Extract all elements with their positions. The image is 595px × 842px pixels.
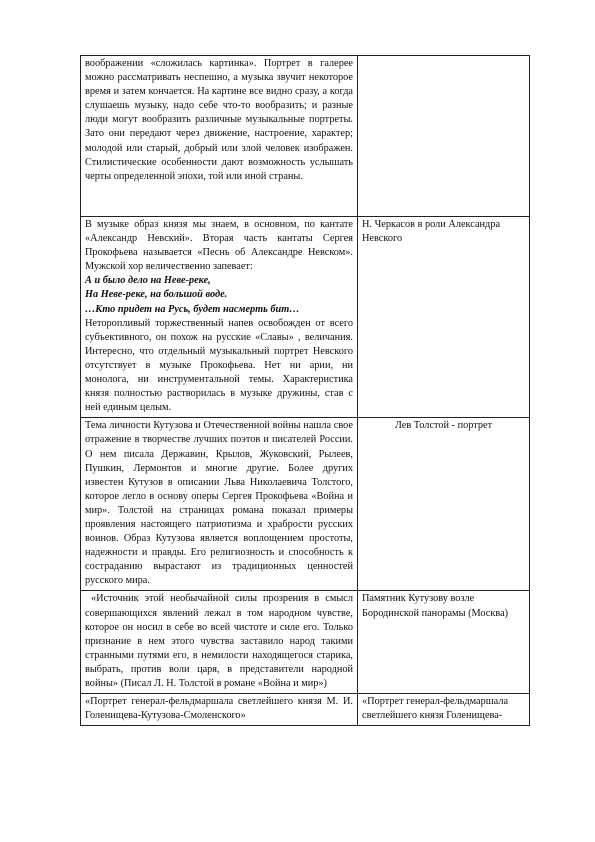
paragraph: Тема личности Кутузова и Отечественной войны нашла свое отражение в творчестве лучших поэтов и писателей России. О нем писала Державин, Крылов, Жуковский, Рылеев, Пушкин, Лермонтов и многие другие. Более других известен Кутузов в описании Льва Николаевича Толстого, которое легло в основу оперы Сергея Прокофьева «Война и мир». Толстой на страницах романа показал примеры проявления настоящего патриотизма и храбрости русских воинов. Образ Кутузова является воплощением простоты, надежности и правды. Его религиозность и способность к состраданию вырастают из традиционных ценностей русского мира. [85, 420, 353, 587]
paragraph: В музыке образ князя мы знаем, в основном, по кантате «Александр Невский». Вторая часть кантаты Сергея Прокофьева называется «Песнь об Александре Невском». Мужской хор величественно запевает: [85, 219, 353, 273]
paragraph: «Портрет генерал-фельдмаршала светлейшего князя М. И. Голенищева-Кутузова-Смоленского» [85, 696, 353, 722]
paragraph: воображении «сложилась картинка». Портрет в галерее можно рассматривать неспешно, а музыка звучит некоторое время и затем кончается. На картине все видно сразу, а когда слушаешь музыку, надо себе что-то вообразить; и разные люди могут вообразить различные музыкальные портреты. Зато они передают через движение, настроение, характер; молодой или старый, добрый или злой человек изображен. Стилистические особенности дают возможность услышать черты определенной эпохи, той или иной страны. [85, 58, 353, 182]
table-cell-text [81, 56, 358, 217]
quote-paragraph: «Источник этой необычайной силы прозрения в смысл совершающихся явлений лежал в том народном чувстве, которое он носил в себе во всей чистоте и силе его. Только признание в нем этого чувства заставило народ такими странными путями его, в немилости находящегося старика, выбрать, против воли царя, в представители народной войны» (Писал Л. Н. Толстой в романе «Война и мир») [85, 593, 353, 689]
table-cell-text [81, 694, 358, 726]
table-cell-caption: Памятник Кутузову возле Бородинской панорамы (Москва) [358, 591, 530, 694]
table-row [81, 56, 530, 217]
table-row [81, 217, 530, 418]
content-table [80, 55, 530, 726]
verse-line: А и было дело на Неве-реке, [85, 275, 211, 287]
table-cell-caption: Лев Толстой - портрет [358, 418, 530, 591]
table-row [81, 591, 530, 694]
verse-line: На Неве-реке, на большой воде. [85, 289, 228, 301]
table-row [81, 418, 530, 591]
paragraph: Неторопливый торжественный напев освобожден от всего субъективного, он похож на русские «Славы» , величания. Интересно, что отдельный музыкальный портрет Невского отсутствует в музыке Прокофьева. Нет ни арии, ни монолога, ни инструментальной темы. Характеристика князя полностью растворилась в музыке дружины, став с ней единым целым. [85, 317, 353, 414]
verse-line: …Кто придет на Русь, будет насмерть бит… [85, 303, 300, 315]
table-cell-caption: Н. Черкасов в роли Александра Невского [358, 217, 530, 418]
table-row [81, 694, 530, 726]
table-cell-text [81, 217, 358, 418]
table-cell-caption: «Портрет генерал-фельдмаршала светлейшего князя Голенищева- [358, 694, 530, 726]
table-cell-text [81, 591, 358, 694]
table-cell-caption [358, 56, 530, 217]
table-cell-text [81, 418, 358, 591]
